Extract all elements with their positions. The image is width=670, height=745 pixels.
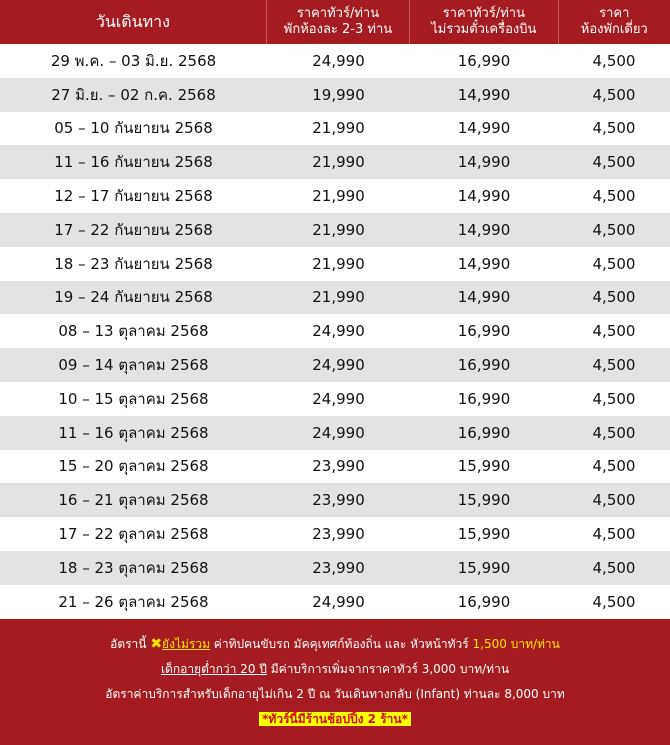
no-ticket-price-cell: 15,990 bbox=[457, 457, 511, 476]
no-ticket-price-cell: 14,990 bbox=[457, 85, 511, 104]
no-ticket-price-cell: 16,990 bbox=[457, 356, 511, 375]
no-ticket-price-cell: 14,990 bbox=[457, 254, 511, 273]
footer-line-child-fee: เด็กอายุต่ำกว่า 20 ปี มีค่าบริการเพิ่มจากราคาทัวร์ 3,000 บาท/ท่าน bbox=[160, 662, 510, 676]
date-cell: 09 – 14 ตุลาคม 2568 bbox=[58, 356, 209, 375]
date-cell: 05 – 10 กันยายน 2568 bbox=[54, 119, 213, 138]
footer-line-infant-fee: อัตราค่าบริการสำหรับเด็กอายุไม่เกิน 2 ปี ณ วันเดินทางกลับ (Infant) ท่านละ 8,000 บาท bbox=[105, 687, 565, 701]
header-tour-price bbox=[267, 0, 410, 44]
table-row bbox=[0, 483, 670, 517]
header-travel-date: วันเดินทาง bbox=[0, 0, 267, 44]
footer-line-shopping bbox=[259, 710, 411, 729]
header-tour-price-line2: พักห้องละ 2-3 ท่าน bbox=[283, 22, 393, 37]
single-room-cell: 4,500 bbox=[592, 558, 636, 577]
table-row bbox=[0, 247, 670, 281]
single-room-cell: 4,500 bbox=[592, 322, 636, 341]
child-age-label: เด็กอายุต่ำกว่า 20 ปี bbox=[160, 662, 267, 676]
no-ticket-price-cell: 16,990 bbox=[457, 423, 511, 442]
no-ticket-price-cell: 16,990 bbox=[457, 51, 511, 70]
table-row bbox=[0, 382, 670, 416]
no-ticket-price-cell: 14,990 bbox=[457, 288, 511, 307]
header-tour-price-line1: ราคาทัวร์/ท่าน bbox=[296, 6, 380, 21]
single-room-cell: 4,500 bbox=[592, 457, 636, 476]
tour-price-cell: 23,990 bbox=[312, 457, 365, 476]
header-single-room-line2: ห้องพักเดี่ยว bbox=[580, 22, 648, 37]
date-cell: 21 – 26 ตุลาคม 2568 bbox=[58, 592, 209, 611]
tour-price-cell: 21,990 bbox=[312, 153, 365, 172]
single-room-cell: 4,500 bbox=[592, 153, 636, 172]
single-room-cell: 4,500 bbox=[592, 288, 636, 307]
tour-price-cell: 19,990 bbox=[312, 85, 365, 104]
header-no-ticket-line2: ไม่รวมตั๋วเครื่องบิน bbox=[431, 22, 537, 37]
header-single-room bbox=[559, 0, 670, 44]
footer-line-tips: อัตรานี้ ✖ยังไม่รวม ค่าทิปคนขับรถ มัคคุเทศก์ท้องถิ่น และ หัวหน้าทัวร์ 1,500 บาท/ท่าน bbox=[110, 636, 560, 652]
no-ticket-price-cell: 14,990 bbox=[457, 220, 511, 239]
tour-price-cell: 23,990 bbox=[312, 558, 365, 577]
date-cell: 18 – 23 ตุลาคม 2568 bbox=[58, 558, 209, 577]
date-cell: 11 – 16 ตุลาคม 2568 bbox=[58, 423, 209, 442]
single-room-cell: 4,500 bbox=[592, 389, 636, 408]
date-cell: 10 – 15 ตุลาคม 2568 bbox=[58, 389, 209, 408]
single-room-cell: 4,500 bbox=[592, 187, 636, 206]
single-room-cell: 4,500 bbox=[592, 51, 636, 70]
date-cell: 18 – 23 กันยายน 2568 bbox=[54, 254, 213, 273]
tour-price-cell: 24,990 bbox=[312, 389, 365, 408]
table-row bbox=[0, 348, 670, 382]
no-ticket-price-cell: 16,990 bbox=[457, 322, 511, 341]
date-cell: 15 – 20 ตุลาคม 2568 bbox=[58, 457, 209, 476]
header-no-ticket-price bbox=[410, 0, 558, 44]
table-row bbox=[0, 314, 670, 348]
no-ticket-price-cell: 16,990 bbox=[457, 389, 511, 408]
table-body bbox=[0, 44, 670, 619]
table-row bbox=[0, 112, 670, 146]
single-room-cell: 4,500 bbox=[592, 491, 636, 510]
tour-price-cell: 24,990 bbox=[312, 423, 365, 442]
single-room-cell: 4,500 bbox=[592, 592, 636, 611]
table-row bbox=[0, 213, 670, 247]
single-room-cell: 4,500 bbox=[592, 525, 636, 544]
table-row bbox=[0, 179, 670, 213]
single-room-cell: 4,500 bbox=[592, 85, 636, 104]
tour-price-cell: 21,990 bbox=[312, 254, 365, 273]
tour-price-cell: 24,990 bbox=[312, 322, 365, 341]
no-ticket-price-cell: 15,990 bbox=[457, 491, 511, 510]
cross-icon: ✖ bbox=[150, 636, 163, 652]
tour-price-cell: 21,990 bbox=[312, 220, 365, 239]
tour-price-cell: 23,990 bbox=[312, 491, 365, 510]
table-row bbox=[0, 145, 670, 179]
single-room-cell: 4,500 bbox=[592, 423, 636, 442]
date-cell: 29 พ.ค. – 03 มิ.ย. 2568 bbox=[50, 51, 217, 70]
table-row bbox=[0, 44, 670, 78]
shopping-note: *ทัวร์นี้มีร้านช้อปปิ้ง 2 ร้าน* bbox=[259, 712, 411, 726]
no-ticket-price-cell: 14,990 bbox=[457, 187, 511, 206]
single-room-cell: 4,500 bbox=[592, 220, 636, 239]
tour-price-cell: 21,990 bbox=[312, 288, 365, 307]
date-cell: 27 มิ.ย. – 02 ก.ค. 2568 bbox=[51, 85, 216, 104]
table-row bbox=[0, 281, 670, 315]
table-row bbox=[0, 517, 670, 551]
table-row bbox=[0, 450, 670, 484]
table-header bbox=[0, 0, 670, 44]
footer-notes bbox=[0, 619, 670, 745]
no-ticket-price-cell: 16,990 bbox=[457, 592, 511, 611]
table-row bbox=[0, 78, 670, 112]
tour-price-cell: 21,990 bbox=[312, 187, 365, 206]
no-ticket-price-cell: 14,990 bbox=[457, 153, 511, 172]
tour-price-cell: 24,990 bbox=[312, 356, 365, 375]
date-cell: 12 – 17 กันยายน 2568 bbox=[54, 187, 213, 206]
tip-amount: 1,500 บาท/ท่าน bbox=[472, 637, 560, 651]
header-no-ticket-line1: ราคาทัวร์/ท่าน bbox=[442, 6, 525, 21]
table-row bbox=[0, 585, 670, 619]
single-room-cell: 4,500 bbox=[592, 356, 636, 375]
date-cell: 08 – 13 ตุลาคม 2568 bbox=[58, 322, 209, 341]
tour-price-cell: 21,990 bbox=[312, 119, 365, 138]
date-cell: 19 – 24 กันยายน 2568 bbox=[54, 288, 213, 307]
no-ticket-price-cell: 15,990 bbox=[457, 558, 511, 577]
tour-price-cell: 24,990 bbox=[312, 51, 365, 70]
date-cell: 11 – 16 กันยายน 2568 bbox=[54, 153, 213, 172]
table-row bbox=[0, 416, 670, 450]
date-cell: 17 – 22 กันยายน 2568 bbox=[54, 220, 213, 239]
tour-price-cell: 24,990 bbox=[312, 592, 365, 611]
not-included-label: ยังไม่รวม bbox=[162, 637, 210, 651]
header-single-room-line1: ราคา bbox=[599, 6, 630, 21]
tour-price-cell: 23,990 bbox=[312, 525, 365, 544]
single-room-cell: 4,500 bbox=[592, 119, 636, 138]
no-ticket-price-cell: 15,990 bbox=[457, 525, 511, 544]
date-cell: 17 – 22 ตุลาคม 2568 bbox=[58, 525, 209, 544]
date-cell: 16 – 21 ตุลาคม 2568 bbox=[58, 491, 209, 510]
no-ticket-price-cell: 14,990 bbox=[457, 119, 511, 138]
single-room-cell: 4,500 bbox=[592, 254, 636, 273]
table-row bbox=[0, 551, 670, 585]
